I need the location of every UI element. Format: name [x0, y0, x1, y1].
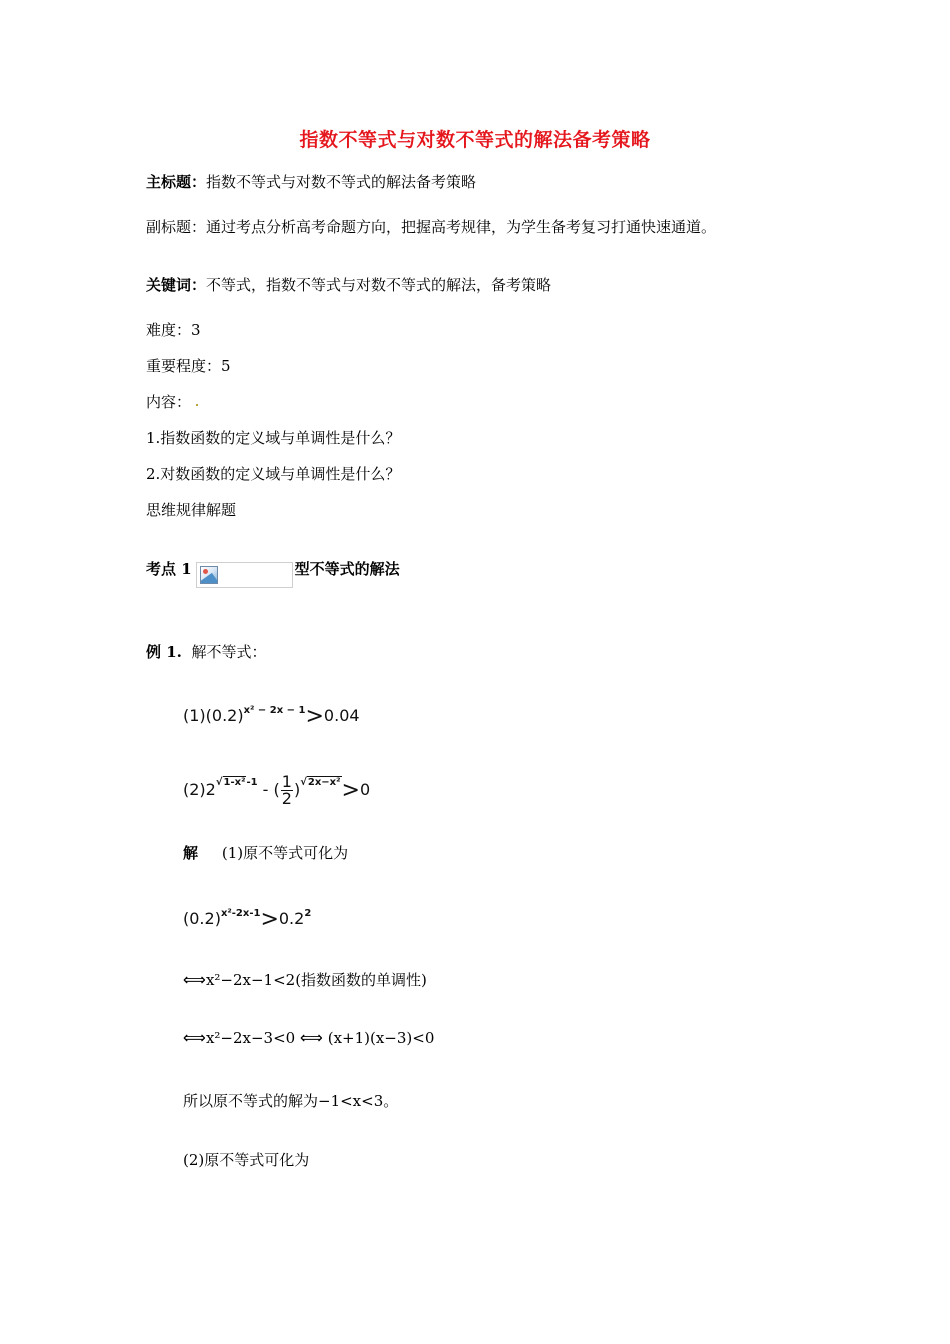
point1-prefix: 考点 1 — [146, 560, 192, 578]
question-2: 2.对数函数的定义域与单调性是什么？ — [146, 465, 401, 483]
equivalence-arrow-icon: ⟺ — [300, 1028, 323, 1047]
conclusion: 所以原不等式的解为−1<x<3。 — [183, 1092, 399, 1110]
keywords-value: 不等式，指数不等式与对数不等式的解法，备考策略 — [206, 276, 552, 294]
subtitle-row — [146, 217, 716, 237]
subtitle-label: 副标题： — [146, 218, 207, 236]
keywords-row — [146, 275, 551, 295]
step-3 — [183, 1028, 434, 1048]
keywords-label: 关键词： — [146, 276, 207, 294]
step1-base: (0.2) — [183, 909, 221, 928]
eq1-exponent: x² − 2x − 1 — [243, 705, 306, 716]
content-row — [146, 392, 198, 412]
solution-row — [183, 843, 348, 863]
step3-text-2: (x+1)(x−3)<0 — [327, 1029, 435, 1047]
step-1 — [183, 907, 311, 932]
step3-text-1: x²−2x−3<0 — [205, 1029, 296, 1047]
eq2-gt: > — [341, 778, 360, 803]
content-label: 内容： — [146, 393, 192, 411]
equation-2 — [183, 774, 370, 807]
broken-image-icon — [196, 562, 293, 588]
part-2-heading: (2)原不等式可化为 — [183, 1151, 310, 1169]
importance: 重要程度：5 — [146, 357, 231, 375]
eq2-prefix: (2)2 — [183, 780, 216, 799]
step-2 — [183, 970, 427, 990]
equivalence-arrow-icon: ⟺ — [183, 970, 206, 989]
example-text: 解不等式： — [191, 643, 267, 661]
eq1-gt: > — [305, 704, 324, 729]
thinking-heading: 思维规律解题 — [146, 501, 237, 519]
solution-label: 解 — [183, 844, 199, 862]
eq2-minus: - ( — [257, 780, 280, 799]
point1-heading — [146, 559, 400, 588]
step1-exponent: x²-2x-1 — [220, 908, 261, 919]
equivalence-arrow-icon: ⟺ — [183, 1028, 206, 1047]
example-label: 例 1. — [146, 643, 182, 661]
step2-text: x²−2x−1<2(指数函数的单调性) — [205, 971, 427, 989]
main-title-value: 指数不等式与对数不等式的解法备考策略 — [206, 173, 477, 191]
eq2-rhs: 0 — [359, 780, 371, 799]
eq2-close: ) — [293, 780, 301, 799]
eq1-prefix: (1)(0.2) — [183, 706, 244, 725]
step1-rhs-base: 0.2 — [278, 909, 305, 928]
document-title: 指数不等式与对数不等式的解法备考策略 — [299, 129, 651, 151]
eq2-radical-1: √1-x²-1 — [215, 777, 258, 788]
solution-text: (1)原不等式可化为 — [221, 844, 349, 862]
anchor-mark-icon — [196, 404, 198, 406]
question-1: 1.指数函数的定义域与单调性是什么？ — [146, 429, 401, 447]
main-title-row — [146, 172, 476, 192]
eq2-radical-2: √2x−x² — [300, 777, 341, 788]
step1-rhs-exp: 2 — [304, 908, 312, 919]
subtitle-value: 通过考点分析高考命题方向，把握高考规律，为学生备考复习打通快速通道。 — [206, 218, 717, 236]
example-row — [146, 642, 266, 662]
main-title-label: 主标题： — [146, 173, 207, 191]
point1-suffix: 型不等式的解法 — [294, 560, 400, 578]
equation-1 — [183, 704, 360, 729]
difficulty: 难度：3 — [146, 321, 201, 339]
eq2-fraction: $\frac{1}{2}$ — [281, 772, 292, 808]
step1-gt: > — [260, 907, 279, 932]
eq1-rhs: 0.04 — [323, 706, 360, 725]
